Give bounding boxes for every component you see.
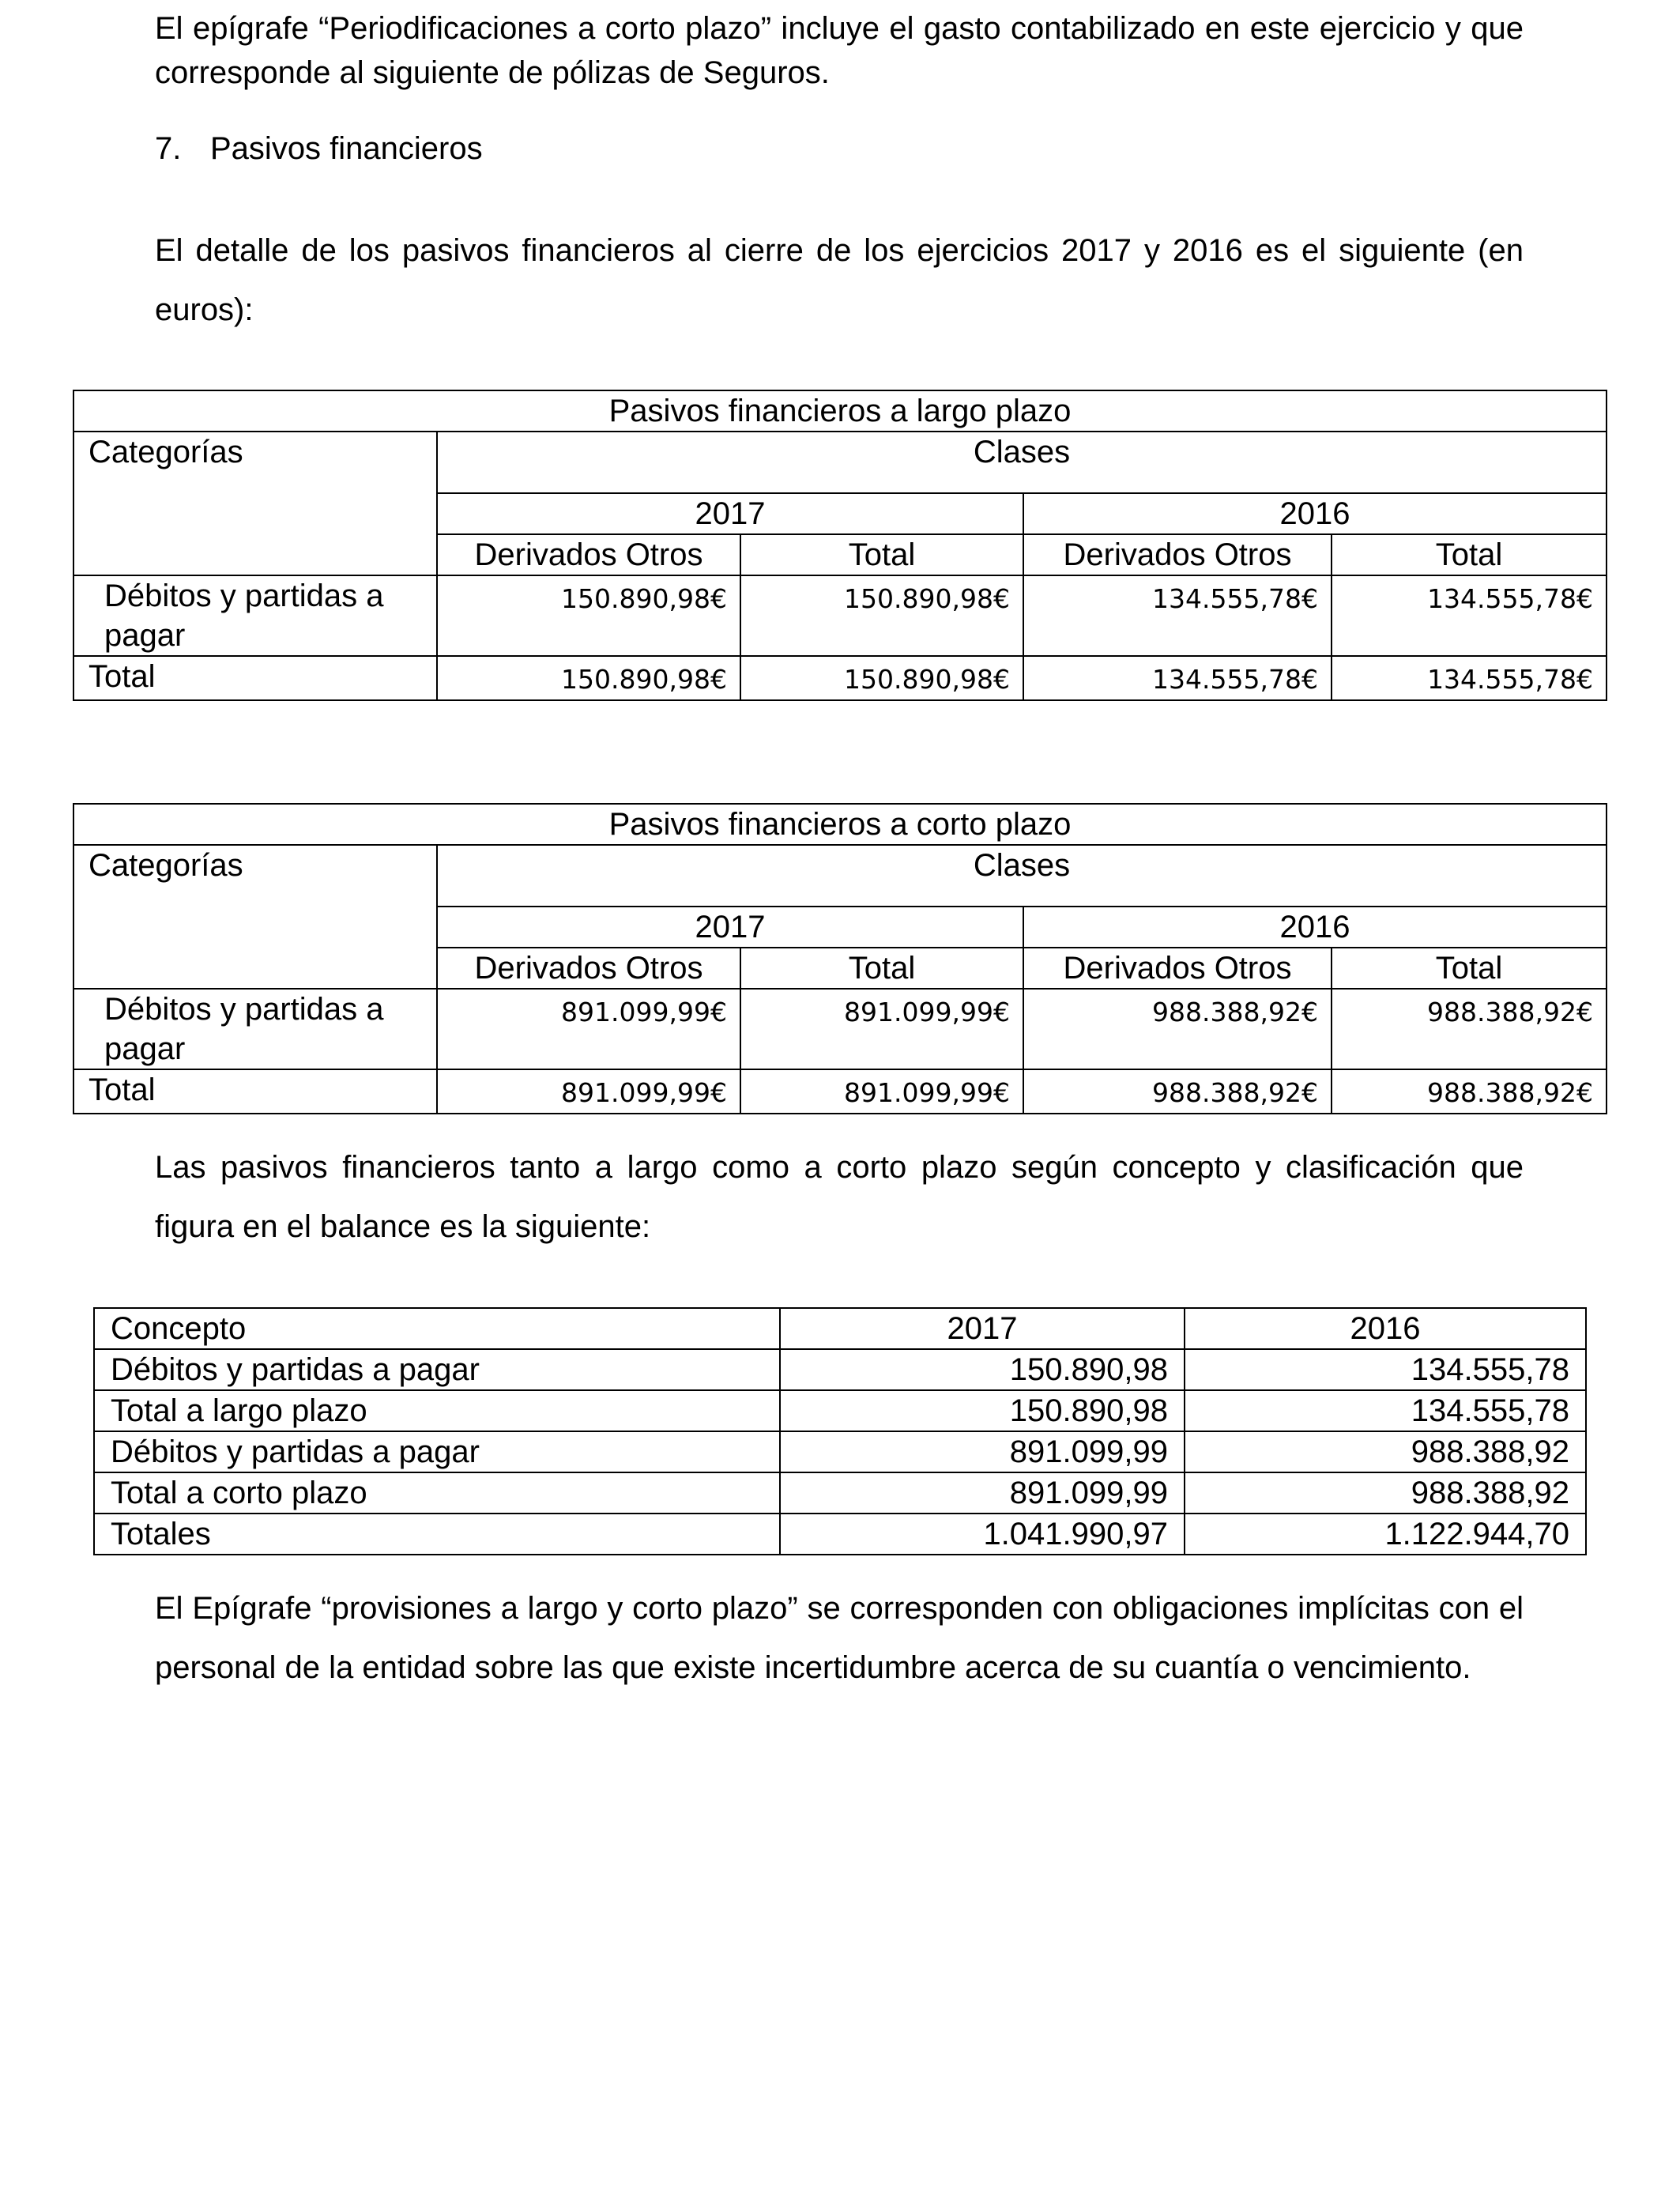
long-term-year-2016-header: 2016 — [1023, 493, 1607, 534]
concept-summary-table — [93, 1307, 1587, 1555]
table-row — [94, 1390, 1586, 1431]
value-cell: 134.555,78 — [1185, 1349, 1586, 1390]
value-cell: 1.122.944,70 — [1185, 1514, 1586, 1555]
long-term-table-title: Pasivos financieros a largo plazo — [73, 390, 1607, 432]
value-cell: 891.099,99€ — [437, 1069, 740, 1114]
value-cell: 134.555,78€ — [1023, 575, 1332, 656]
short-term-total-2017-header: Total — [740, 948, 1023, 989]
short-term-classes-header: Clases — [437, 845, 1607, 907]
value-cell: 150.890,98 — [780, 1349, 1185, 1390]
row-label: Total — [73, 1069, 437, 1114]
long-term-liabilities-table — [73, 390, 1607, 701]
value-cell: 150.890,98€ — [437, 575, 740, 656]
row-label: Débitos y partidas a pagar — [73, 575, 437, 656]
section-title: Pasivos financieros — [210, 131, 483, 166]
value-cell: 891.099,99€ — [740, 989, 1023, 1069]
long-term-classes-header: Clases — [437, 432, 1607, 493]
value-cell: 891.099,99€ — [437, 989, 740, 1069]
section-number: 7. — [155, 131, 182, 166]
value-cell: 1.041.990,97 — [780, 1514, 1185, 1555]
table-row — [94, 1349, 1586, 1390]
concept-cell: Débitos y partidas a pagar — [94, 1349, 780, 1390]
table-row — [73, 1069, 1607, 1114]
concept-cell: Total a corto plazo — [94, 1472, 780, 1514]
section-heading — [155, 126, 483, 171]
balance-paragraph: Las pasivos financieros tanto a largo como a corto plazo según concepto y clasificación que figura en el balance es la siguiente: — [155, 1150, 1524, 1244]
long-term-total-2016-header: Total — [1332, 534, 1607, 575]
detail-paragraph: El detalle de los pasivos financieros al cierre de los ejercicios 2017 y 2016 es el siguiente (en euros): — [155, 233, 1524, 327]
short-term-year-2017-header: 2017 — [437, 907, 1023, 948]
short-term-derivados-2017-header: Derivados Otros — [437, 948, 740, 989]
long-term-derivados-2017-header: Derivados Otros — [437, 534, 740, 575]
value-cell: 150.890,98€ — [740, 575, 1023, 656]
value-cell: 150.890,98 — [780, 1390, 1185, 1431]
value-cell: 150.890,98€ — [740, 656, 1023, 700]
long-term-categories-header: Categorías — [73, 432, 437, 575]
concept-cell: Total a largo plazo — [94, 1390, 780, 1431]
table-row — [73, 656, 1607, 700]
short-term-year-2016-header: 2016 — [1023, 907, 1607, 948]
long-term-derivados-2016-header: Derivados Otros — [1023, 534, 1332, 575]
value-cell: 891.099,99 — [780, 1472, 1185, 1514]
row-label: Débitos y partidas a pagar — [73, 989, 437, 1069]
value-cell: 134.555,78€ — [1332, 656, 1607, 700]
value-cell: 891.099,99€ — [740, 1069, 1023, 1114]
value-cell: 150.890,98€ — [437, 656, 740, 700]
value-cell: 988.388,92€ — [1023, 1069, 1332, 1114]
table-row — [73, 989, 1607, 1069]
value-cell: 988.388,92€ — [1332, 1069, 1607, 1114]
value-cell: 988.388,92 — [1185, 1431, 1586, 1472]
table-row — [94, 1472, 1586, 1514]
value-cell: 891.099,99 — [780, 1431, 1185, 1472]
short-term-categories-header: Categorías — [73, 845, 437, 989]
provisions-paragraph: El Epígrafe “provisiones a largo y corto plazo” se corresponden con obligaciones implícitas con el personal de la entidad sobre las que existe incertidumbre acerca de su cuantía o vencimiento. — [155, 1591, 1524, 1685]
concept-header: Concepto — [94, 1308, 780, 1349]
table-row — [73, 575, 1607, 656]
short-term-table-title: Pasivos financieros a corto plazo — [73, 804, 1607, 845]
concept-cell: Débitos y partidas a pagar — [94, 1431, 780, 1472]
long-term-year-2017-header: 2017 — [437, 493, 1023, 534]
short-term-liabilities-table — [73, 803, 1607, 1114]
table-row — [94, 1431, 1586, 1472]
row-label: Total — [73, 656, 437, 700]
value-cell: 134.555,78€ — [1023, 656, 1332, 700]
long-term-total-2017-header: Total — [740, 534, 1023, 575]
intro-paragraph: El epígrafe “Periodificaciones a corto plazo” incluye el gasto contabilizado en este ejercicio y que corresponde al siguiente de pólizas de Seguros. — [155, 11, 1524, 90]
short-term-derivados-2016-header: Derivados Otros — [1023, 948, 1332, 989]
value-cell: 134.555,78€ — [1332, 575, 1607, 656]
table-header-row — [94, 1308, 1586, 1349]
value-cell: 988.388,92€ — [1332, 989, 1607, 1069]
year-2017-header: 2017 — [780, 1308, 1185, 1349]
value-cell: 988.388,92€ — [1023, 989, 1332, 1069]
value-cell: 988.388,92 — [1185, 1472, 1586, 1514]
year-2016-header: 2016 — [1185, 1308, 1586, 1349]
table-row — [94, 1514, 1586, 1555]
value-cell: 134.555,78 — [1185, 1390, 1586, 1431]
short-term-total-2016-header: Total — [1332, 948, 1607, 989]
concept-cell: Totales — [94, 1514, 780, 1555]
